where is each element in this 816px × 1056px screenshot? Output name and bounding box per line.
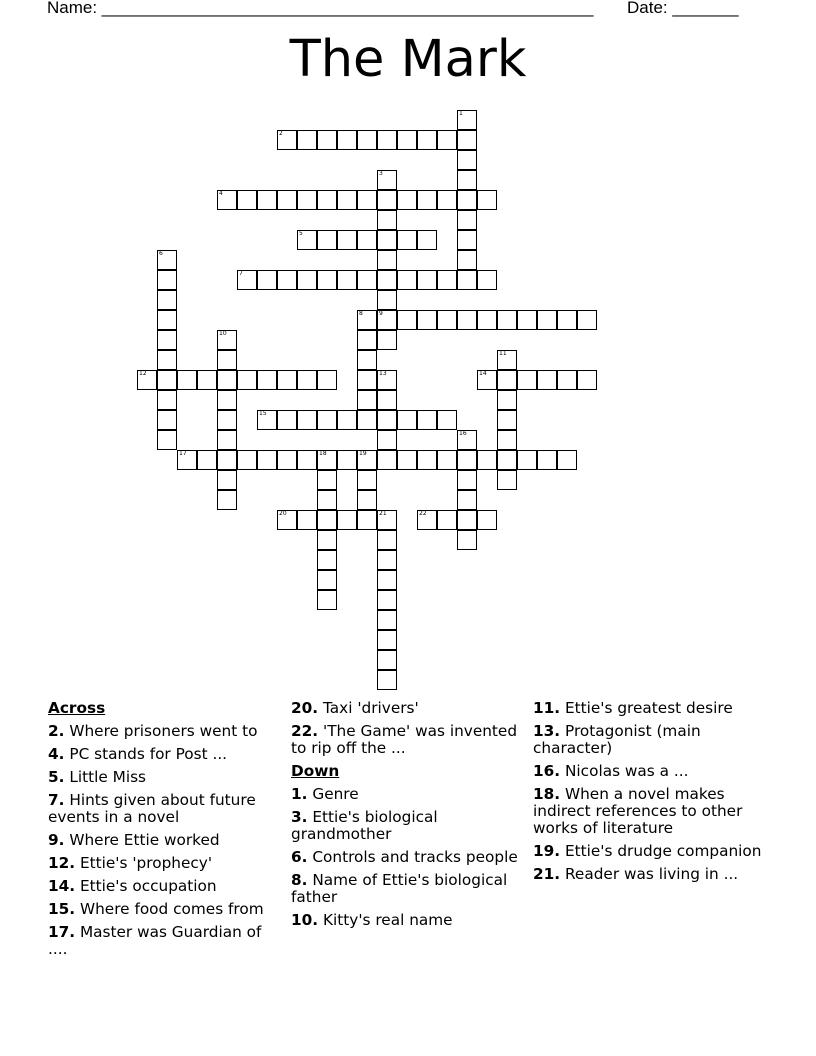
crossword-cell[interactable]: [457, 150, 477, 170]
clue-across-17: 17. Master was Guardian of ....: [48, 923, 262, 958]
crossword-cell[interactable]: [457, 190, 477, 210]
crossword-cell[interactable]: [517, 370, 537, 390]
crossword-cell[interactable]: [457, 210, 477, 230]
clue-across-2: 2. Where prisoners went to: [48, 722, 258, 740]
crossword-cell[interactable]: [377, 230, 397, 250]
crossword-cell[interactable]: [377, 530, 397, 550]
crossword-cell[interactable]: [357, 490, 377, 510]
date-field[interactable]: Date: _______: [627, 0, 739, 17]
crossword-cell[interactable]: [457, 310, 477, 330]
cell-number: 13: [379, 370, 387, 377]
crossword-cell[interactable]: [317, 370, 337, 390]
clue-down-16: 16. Nicolas was a ...: [533, 762, 689, 780]
crossword-cell[interactable]: [337, 510, 357, 530]
crossword-cell[interactable]: [457, 130, 477, 150]
crossword-cell[interactable]: [377, 570, 397, 590]
crossword-cell[interactable]: [457, 470, 477, 490]
crossword-cell[interactable]: [457, 230, 477, 250]
cell-number: 6: [159, 250, 163, 257]
cell-number: 18: [319, 450, 327, 457]
crossword-cell[interactable]: [377, 250, 397, 270]
crossword-cell[interactable]: [437, 130, 457, 150]
crossword-cell[interactable]: [397, 450, 417, 470]
clue-down-18: 18. When a novel makes indirect references to other works of literature: [533, 785, 743, 837]
crossword-cell[interactable]: [357, 410, 377, 430]
crossword-cell[interactable]: [457, 110, 477, 130]
clue-down-1: 1. Genre: [291, 785, 359, 803]
clue-across-7: 7. Hints given about future events in a novel: [48, 791, 256, 826]
cell-number: 2: [279, 130, 283, 137]
crossword-cell[interactable]: [437, 190, 457, 210]
crossword-cell[interactable]: [297, 130, 317, 150]
clue-across-5: 5. Little Miss: [48, 768, 147, 786]
cell-number: 10: [219, 330, 227, 337]
crossword-cell[interactable]: [157, 290, 177, 310]
crossword-cell[interactable]: [397, 410, 417, 430]
crossword-cell[interactable]: [277, 130, 297, 150]
crossword-cell[interactable]: [557, 450, 577, 470]
clue-across-15: 15. Where food comes from: [48, 900, 264, 918]
crossword-cell[interactable]: [217, 450, 237, 470]
crossword-cell[interactable]: [217, 430, 237, 450]
crossword-cell[interactable]: [457, 250, 477, 270]
crossword-cell[interactable]: [257, 190, 277, 210]
crossword-cell[interactable]: [317, 410, 337, 430]
crossword-cell[interactable]: [357, 130, 377, 150]
crossword-cell[interactable]: [157, 430, 177, 450]
crossword-cell[interactable]: [417, 190, 437, 210]
crossword-cell[interactable]: [157, 390, 177, 410]
clue-down-10: 10. Kitty's real name: [291, 911, 453, 929]
cell-number: 11: [499, 350, 507, 357]
crossword-cell[interactable]: [297, 410, 317, 430]
crossword-cell[interactable]: [157, 350, 177, 370]
cell-number: 17: [179, 450, 187, 457]
crossword-cell[interactable]: [377, 330, 397, 350]
crossword-cell[interactable]: [357, 190, 377, 210]
crossword-cell[interactable]: [437, 270, 457, 290]
crossword-cell[interactable]: [417, 230, 437, 250]
crossword-cell[interactable]: [457, 430, 477, 450]
crossword-cell[interactable]: [157, 270, 177, 290]
crossword-cell[interactable]: [477, 450, 497, 470]
crossword-cell[interactable]: [297, 370, 317, 390]
crossword-cell[interactable]: [417, 310, 437, 330]
cell-number: 16: [459, 430, 467, 437]
crossword-cell[interactable]: [497, 430, 517, 450]
crossword-cell[interactable]: [237, 370, 257, 390]
crossword-cell[interactable]: [157, 410, 177, 430]
cell-number: 7: [239, 270, 243, 277]
cell-number: 15: [259, 410, 267, 417]
clue-down-21: 21. Reader was living in ...: [533, 865, 739, 883]
crossword-cell[interactable]: [337, 230, 357, 250]
crossword-cell[interactable]: [477, 190, 497, 210]
crossword-cell[interactable]: [277, 370, 297, 390]
clue-across-4: 4. PC stands for Post ...: [48, 745, 228, 763]
crossword-cell[interactable]: [317, 490, 337, 510]
crossword-cell[interactable]: [157, 310, 177, 330]
crossword-cell[interactable]: [217, 190, 237, 210]
crossword-cell[interactable]: [497, 350, 517, 370]
crossword-cell[interactable]: [277, 410, 297, 430]
crossword-cell[interactable]: [377, 650, 397, 670]
crossword-cell[interactable]: [397, 270, 417, 290]
crossword-cell[interactable]: [297, 190, 317, 210]
crossword-cell[interactable]: [497, 410, 517, 430]
crossword-cell[interactable]: [317, 230, 337, 250]
clue-down-8: 8. Name of Ettie's biological father: [291, 871, 508, 906]
crossword-cell[interactable]: [277, 190, 297, 210]
crossword-cell[interactable]: [537, 310, 557, 330]
crossword-cell[interactable]: [277, 270, 297, 290]
crossword-cell[interactable]: [257, 370, 277, 390]
crossword-cell[interactable]: [217, 330, 237, 350]
down-heading: Down: [291, 762, 340, 780]
crossword-cell[interactable]: [217, 470, 237, 490]
crossword-cell[interactable]: [237, 270, 257, 290]
crossword-cell[interactable]: [317, 570, 337, 590]
crossword-cell[interactable]: [137, 370, 157, 390]
crossword-cell[interactable]: [357, 330, 377, 350]
crossword-cell[interactable]: [377, 410, 397, 430]
crossword-cell[interactable]: [437, 450, 457, 470]
crossword-cell[interactable]: [397, 230, 417, 250]
crossword-cell[interactable]: [377, 630, 397, 650]
crossword-cell[interactable]: [217, 490, 237, 510]
crossword-cell[interactable]: [417, 510, 437, 530]
crossword-cell[interactable]: [377, 390, 397, 410]
crossword-cell[interactable]: [437, 510, 457, 530]
crossword-cell[interactable]: [317, 530, 337, 550]
crossword-cell[interactable]: [477, 370, 497, 390]
crossword-cell[interactable]: [377, 310, 397, 330]
crossword-cell[interactable]: [477, 310, 497, 330]
clue-down-6: 6. Controls and tracks people: [291, 848, 518, 866]
crossword-cell[interactable]: [477, 510, 497, 530]
crossword-cell[interactable]: [357, 510, 377, 530]
crossword-cell[interactable]: [217, 410, 237, 430]
crossword-cell[interactable]: [377, 450, 397, 470]
crossword-cell[interactable]: [517, 310, 537, 330]
crossword-cell[interactable]: [537, 370, 557, 390]
crossword-cell[interactable]: [377, 430, 397, 450]
crossword-cell[interactable]: [317, 270, 337, 290]
crossword-cell[interactable]: [297, 510, 317, 530]
crossword-cell[interactable]: [417, 130, 437, 150]
crossword-cell[interactable]: [357, 350, 377, 370]
cell-number: 14: [479, 370, 487, 377]
cell-number: 4: [219, 190, 223, 197]
clue-across-14: 14. Ettie's occupation: [48, 877, 217, 895]
crossword-cell[interactable]: [377, 670, 397, 690]
crossword-cell[interactable]: [497, 370, 517, 390]
cell-number: 22: [419, 510, 427, 517]
crossword-cell[interactable]: [357, 470, 377, 490]
crossword-cell[interactable]: [457, 510, 477, 530]
crossword-cell[interactable]: [197, 370, 217, 390]
crossword-cell[interactable]: [257, 410, 277, 430]
crossword-cell[interactable]: [157, 330, 177, 350]
crossword-cell[interactable]: [257, 270, 277, 290]
crossword-cell[interactable]: [237, 450, 257, 470]
crossword-cell[interactable]: [357, 450, 377, 470]
crossword-cell[interactable]: [317, 510, 337, 530]
crossword-cell[interactable]: [377, 270, 397, 290]
crossword-cell[interactable]: [397, 310, 417, 330]
crossword-cell[interactable]: [537, 450, 557, 470]
page-title: The Mark: [289, 30, 527, 89]
clue-down-13: 13. Protagonist (main character): [533, 722, 701, 757]
crossword-cell[interactable]: [377, 190, 397, 210]
crossword-cell[interactable]: [157, 250, 177, 270]
crossword-cell[interactable]: [217, 350, 237, 370]
crossword-cell[interactable]: [437, 410, 457, 430]
crossword-cell[interactable]: [457, 490, 477, 510]
crossword-cell[interactable]: [357, 390, 377, 410]
clues-column-3: [533, 700, 773, 889]
crossword-cell[interactable]: [377, 610, 397, 630]
crossword-cell[interactable]: [497, 450, 517, 470]
clue-down-3: 3. Ettie's biological grandmother: [291, 808, 438, 843]
crossword-cell[interactable]: [577, 370, 597, 390]
crossword-cell[interactable]: [177, 450, 197, 470]
crossword-cell[interactable]: [357, 230, 377, 250]
crossword-cell[interactable]: [577, 310, 597, 330]
crossword-cell[interactable]: [377, 590, 397, 610]
across-heading: Across: [48, 699, 106, 717]
crossword-cell[interactable]: [457, 270, 477, 290]
crossword-cell[interactable]: [337, 410, 357, 430]
cell-number: 3: [379, 170, 383, 177]
crossword-cell[interactable]: [417, 410, 437, 430]
crossword-cell[interactable]: [357, 270, 377, 290]
crossword-cell[interactable]: [177, 370, 197, 390]
crossword-cell[interactable]: [377, 550, 397, 570]
crossword-cell[interactable]: [237, 190, 257, 210]
crossword-cell[interactable]: [417, 450, 437, 470]
crossword-cell[interactable]: [497, 310, 517, 330]
crossword-cell[interactable]: [337, 130, 357, 150]
crossword-cell[interactable]: [377, 170, 397, 190]
crossword-cell[interactable]: [377, 370, 397, 390]
cell-number: 12: [139, 370, 147, 377]
clue-across-9: 9. Where Ettie worked: [48, 831, 220, 849]
crossword-cell[interactable]: [557, 310, 577, 330]
crossword-cell[interactable]: [317, 550, 337, 570]
crossword-cell[interactable]: [477, 270, 497, 290]
crossword-cell[interactable]: [437, 310, 457, 330]
cell-number: 19: [359, 450, 367, 457]
crossword-cell[interactable]: [317, 590, 337, 610]
clue-down-19: 19. Ettie's drudge companion: [533, 842, 762, 860]
crossword-cell[interactable]: [277, 510, 297, 530]
crossword-cell[interactable]: [317, 190, 337, 210]
clue-across-22: 22. 'The Game' was invented to rip off the ...: [291, 722, 518, 757]
crossword-cell[interactable]: [277, 450, 297, 470]
crossword-cell[interactable]: [377, 290, 397, 310]
crossword-cell[interactable]: [337, 450, 357, 470]
clue-across-12: 12. Ettie's 'prophecy': [48, 854, 213, 872]
crossword-cell[interactable]: [337, 190, 357, 210]
crossword-cell[interactable]: [457, 450, 477, 470]
crossword-cell[interactable]: [337, 270, 357, 290]
cell-number: 8: [359, 310, 363, 317]
crossword-cell[interactable]: [457, 170, 477, 190]
crossword-cell[interactable]: [217, 370, 237, 390]
crossword-cell[interactable]: [457, 530, 477, 550]
crossword-cell[interactable]: [297, 450, 317, 470]
crossword-cell[interactable]: [517, 450, 537, 470]
cell-number: 1: [459, 110, 463, 117]
crossword-cell[interactable]: [197, 450, 217, 470]
crossword-cell[interactable]: [497, 390, 517, 410]
crossword-cell[interactable]: [297, 230, 317, 250]
crossword-cell[interactable]: [317, 450, 337, 470]
cell-number: 21: [379, 510, 387, 517]
crossword-cell[interactable]: [417, 270, 437, 290]
crossword-cell[interactable]: [377, 210, 397, 230]
crossword-cell[interactable]: [317, 470, 337, 490]
crossword-cell[interactable]: [217, 390, 237, 410]
crossword-cell[interactable]: [317, 130, 337, 150]
clue-down-11: 11. Ettie's greatest desire: [533, 699, 733, 717]
crossword-cell[interactable]: [397, 130, 417, 150]
name-field[interactable]: Name: ____________________________________________________: [47, 0, 594, 17]
crossword-cell[interactable]: [357, 310, 377, 330]
crossword-cell[interactable]: [377, 510, 397, 530]
cell-number: 20: [279, 510, 287, 517]
clues-column-1: [48, 700, 278, 964]
crossword-cell[interactable]: [157, 370, 177, 390]
crossword-cell[interactable]: [377, 130, 397, 150]
cell-number: 5: [299, 230, 303, 237]
crossword-cell[interactable]: [557, 370, 577, 390]
crossword-cell[interactable]: [497, 470, 517, 490]
clues-column-2: [291, 700, 523, 935]
crossword-cell[interactable]: [397, 190, 417, 210]
crossword-cell[interactable]: [357, 370, 377, 390]
clue-across-20: 20. Taxi 'drivers': [291, 699, 419, 717]
cell-number: 9: [379, 310, 383, 317]
crossword-cell[interactable]: [257, 450, 277, 470]
crossword-cell[interactable]: [297, 270, 317, 290]
